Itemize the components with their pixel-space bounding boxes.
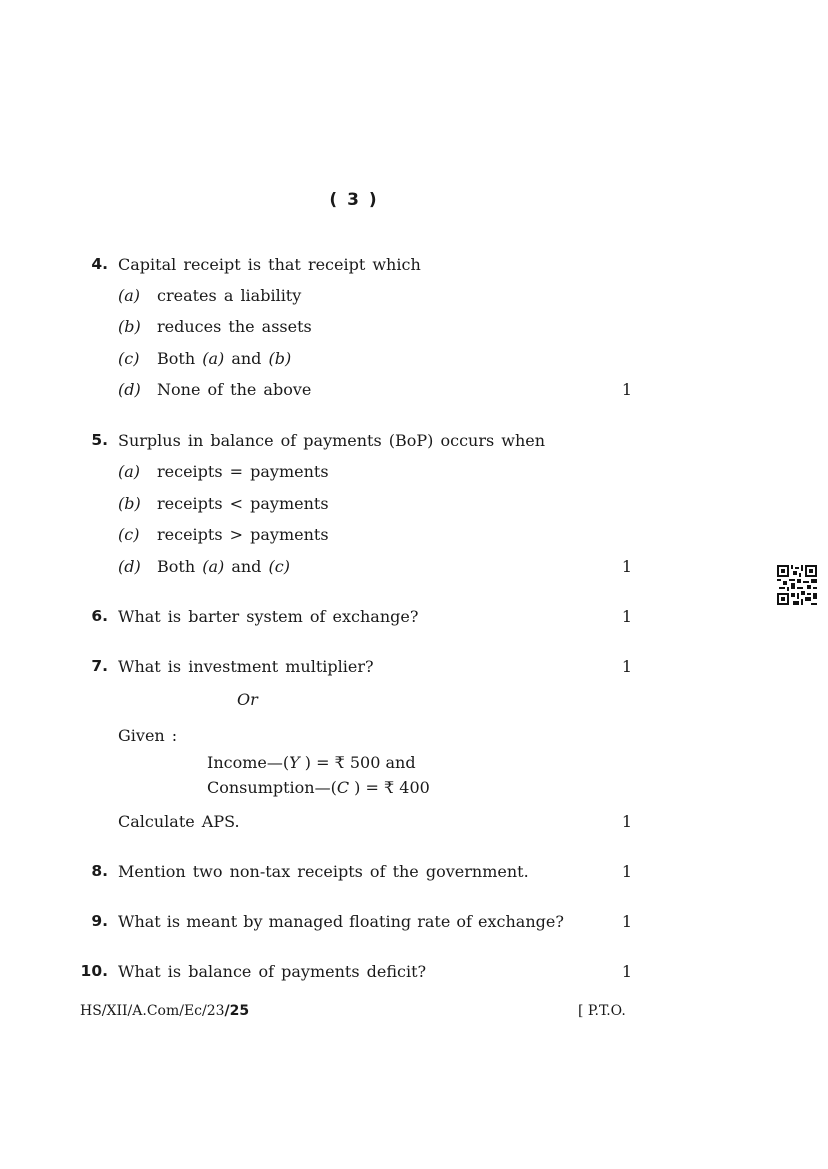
option-text bbox=[157, 557, 290, 576]
option-label: (b) bbox=[118, 317, 141, 336]
option-label: (b) bbox=[118, 494, 141, 513]
question-text: What is balance of payments deficit? bbox=[118, 962, 427, 981]
qr-code bbox=[777, 565, 817, 605]
formula-text: ) = ₹ 400 bbox=[349, 778, 430, 797]
marks: 1 bbox=[621, 962, 632, 981]
or-separator: Or bbox=[237, 690, 258, 709]
question-number: 9. bbox=[91, 912, 108, 930]
question-text: Mention two non-tax receipts of the government. bbox=[118, 862, 529, 881]
option-label: (d) bbox=[118, 557, 141, 576]
income-formula bbox=[207, 753, 416, 772]
option-text: receipts < payments bbox=[157, 494, 329, 513]
option-ref: (b) bbox=[268, 349, 292, 368]
question-text: What is meant by managed floating rate of exchange? bbox=[118, 912, 564, 931]
paper-code-bold: /25 bbox=[224, 1003, 250, 1019]
question-text: What is barter system of exchange? bbox=[118, 607, 419, 626]
option-text-pre: Both bbox=[157, 557, 203, 576]
consumption-formula bbox=[207, 778, 430, 797]
question-text: What is investment multiplier? bbox=[118, 657, 374, 676]
question-text: Surplus in balance of payments (BoP) occurs when bbox=[118, 431, 546, 450]
option-text: receipts > payments bbox=[157, 525, 329, 544]
option-text: None of the above bbox=[157, 380, 312, 399]
paper-code-text: HS/XII/A.Com/Ec/23 bbox=[80, 1003, 225, 1019]
question-number: 8. bbox=[91, 862, 108, 880]
given-label: Given : bbox=[118, 726, 178, 745]
option-text-mid: and bbox=[224, 557, 269, 576]
option-ref: (a) bbox=[202, 349, 225, 368]
marks: 1 bbox=[621, 607, 632, 626]
marks: 1 bbox=[621, 380, 632, 399]
option-text: receipts = payments bbox=[157, 462, 329, 481]
formula-text: ) = ₹ 500 and bbox=[299, 753, 416, 772]
marks: 1 bbox=[621, 812, 632, 831]
formula-variable: C bbox=[336, 778, 350, 797]
formula-text: Consumption—( bbox=[207, 778, 337, 797]
option-label: (a) bbox=[118, 286, 141, 305]
question-number: 6. bbox=[91, 607, 108, 625]
calculate-instruction: Calculate APS. bbox=[118, 812, 240, 831]
question-number: 7. bbox=[91, 657, 108, 675]
marks: 1 bbox=[621, 657, 632, 676]
option-label: (c) bbox=[118, 349, 140, 368]
question-text: Capital receipt is that receipt which bbox=[118, 255, 421, 274]
marks: 1 bbox=[621, 912, 632, 931]
page-number: ( 3 ) bbox=[329, 190, 379, 210]
question-number: 10. bbox=[80, 962, 108, 980]
option-text: creates a liability bbox=[157, 286, 302, 305]
question-number: 5. bbox=[91, 431, 108, 449]
option-ref: (c) bbox=[268, 557, 290, 576]
question-number: 4. bbox=[91, 255, 108, 273]
marks: 1 bbox=[621, 862, 632, 881]
option-label: (d) bbox=[118, 380, 141, 399]
option-ref: (a) bbox=[202, 557, 225, 576]
formula-text: Income—( bbox=[207, 753, 290, 772]
option-text bbox=[157, 349, 291, 368]
option-label: (a) bbox=[118, 462, 141, 481]
option-text-mid: and bbox=[224, 349, 269, 368]
option-text-pre: Both bbox=[157, 349, 203, 368]
paper-code bbox=[80, 1003, 249, 1019]
option-label: (c) bbox=[118, 525, 140, 544]
marks: 1 bbox=[621, 557, 632, 576]
pto-label: [ P.T.O. bbox=[578, 1003, 626, 1019]
option-text: reduces the assets bbox=[157, 317, 312, 336]
formula-variable: Y bbox=[289, 753, 300, 772]
